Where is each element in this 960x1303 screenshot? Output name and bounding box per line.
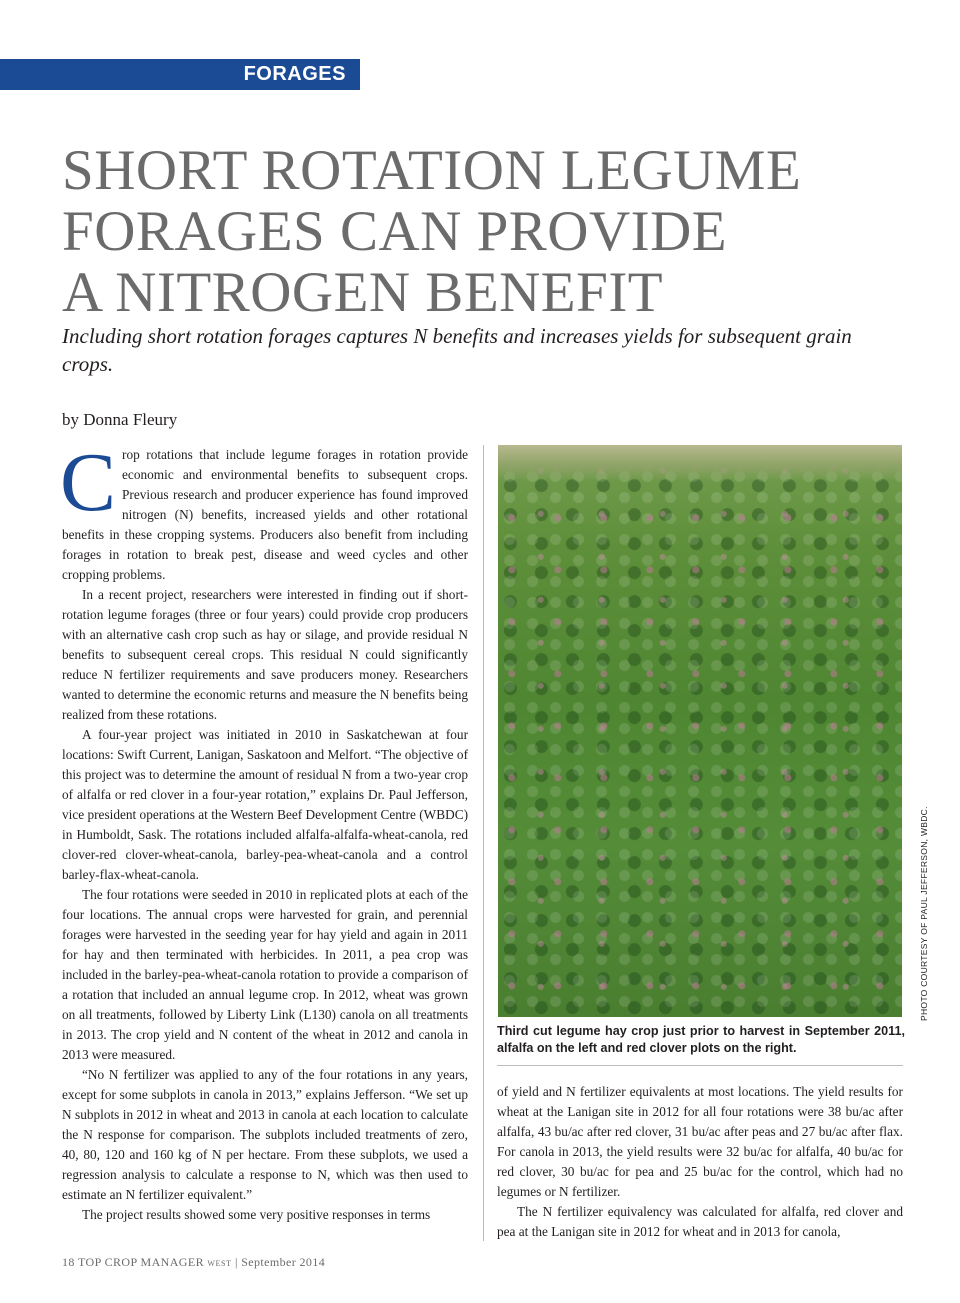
body-paragraph: In a recent project, researchers were interested in finding out if short-rotation legume forages (three or four years) could provide crop producers with an alternative cash crop such as hay or silage, and provide residual N benefits to subsequent cereal crops. This residual N could significantly reduce N fertilizer requirements and save producers money. Researchers wanted to determine the economic returns and measure the N benefits being realized from these rotations. [62, 587, 468, 722]
body-paragraph: “No N fertilizer was applied to any of the four rotations in any years, except for some subplots in canola in 2013,” explains Jefferson. “We set up N subplots in 2012 in wheat and 2013 in canola at each location to calculate the N response for comparison. The subplots included treatments of zero, 40, 80, 120 and 160 kg of N per hectare. From these subplots, we used a regression analysis to calculate a response to N, which was then used to estimate an N fertilizer equivalent.” [62, 1067, 468, 1202]
headline-line: A NITROGEN BENEFIT [62, 261, 664, 324]
article-column-left [60, 436, 468, 1225]
forage-crop-photo [498, 445, 902, 1017]
headline-line: FORAGES CAN PROVIDE [62, 200, 728, 263]
article-dek: Including short rotation forages captures N benefits and increases yields for subsequent grain crops. [62, 324, 852, 376]
drop-cap: C [60, 436, 117, 529]
article-headline [62, 140, 902, 323]
page-footer [62, 1255, 325, 1270]
caption-divider [497, 1065, 903, 1066]
column-divider [483, 445, 484, 1241]
body-paragraph: The four rotations were seeded in 2010 in replicated plots at each of the four locations. The annual crops were harvested for grain, and perennial forages were harvested in the seeding year for hay yield and again in 2011 for hay and then terminated with herbicides. In 2011, a pea crop was included in the barley-pea-wheat-canola rotation to provide a comparison of a rotation that included an annual legume crop. In 2012, wheat was grown on all treatments, followed by Liberty Link (L130) canola on all treatments in 2013. The crop yield and N content of the wheat in 2012 and canola in 2013 were measured. [62, 887, 468, 1062]
issue-date: September 2014 [241, 1255, 326, 1269]
section-banner [0, 59, 360, 90]
body-paragraph [60, 436, 468, 585]
publication-name: TOP CROP MANAGER [78, 1255, 204, 1269]
photo-caption: Third cut legume hay crop just prior to harvest in September 2011, alfalfa on the left and red clover plots on the right. [497, 1024, 905, 1055]
paragraph-text: rop rotations that include legume forages in rotation provide economic and environmental benefits to subsequent crops. Previous research and producer experience has found improved nitrogen (N) benefits, increased yields and other rotational benefits in these cropping systems. Producers also benefit from including forages in rotation to break pest, disease and weed cycles and other cropping problems. [62, 447, 468, 582]
body-paragraph: The N fertilizer equivalency was calculated for alfalfa, red clover and pea at the Lanigan site in 2012 for wheat and in 2013 for canola, [497, 1204, 903, 1239]
body-paragraph: A four-year project was initiated in 2010 in Saskatchewan at four locations: Swift Current, Lanigan, Saskatoon and Melfort. “The objective of this project was to determine the amount of residual N from a two-year crop of alfalfa or red clover in a four-year rotation,” explains Dr. Paul Jefferson, vice president operations at the Western Beef Development Centre (WBDC) in Humboldt, Sask. The rotations included alfalfa-alfalfa-wheat-canola, red clover-red clover-wheat-canola, barley-pea-wheat-canola and a control barley-flax-wheat-canola. [62, 727, 468, 882]
body-paragraph: of yield and N fertilizer equivalents at most locations. The yield results for wheat at the Lanigan site in 2012 for all four rotations were 38 bu/ac after alfalfa, 43 bu/ac after red clover, 31 bu/ac after peas and 27 bu/ac after flax. For canola in 2013, the yield results were 32 bu/ac for alfalfa, 40 bu/ac for red clover, 30 bu/ac for pea and 25 bu/ac for the control, which had no legumes or N fertilizer. [497, 1084, 903, 1199]
section-label: FORAGES [243, 63, 346, 85]
headline-line: SHORT ROTATION LEGUME [62, 139, 802, 202]
photo-field-edge [498, 445, 902, 481]
page-number: 18 [62, 1255, 75, 1269]
body-paragraph: The project results showed some very positive responses in terms [82, 1207, 431, 1222]
article-column-right [497, 1082, 903, 1242]
photo-credit: PHOTO COURTESY OF PAUL JEFFERSON, WBDC. [919, 806, 929, 1021]
byline: by Donna Fleury [62, 410, 178, 429]
publication-edition: WEST [207, 1259, 232, 1268]
footer-separator: | [234, 1255, 238, 1269]
